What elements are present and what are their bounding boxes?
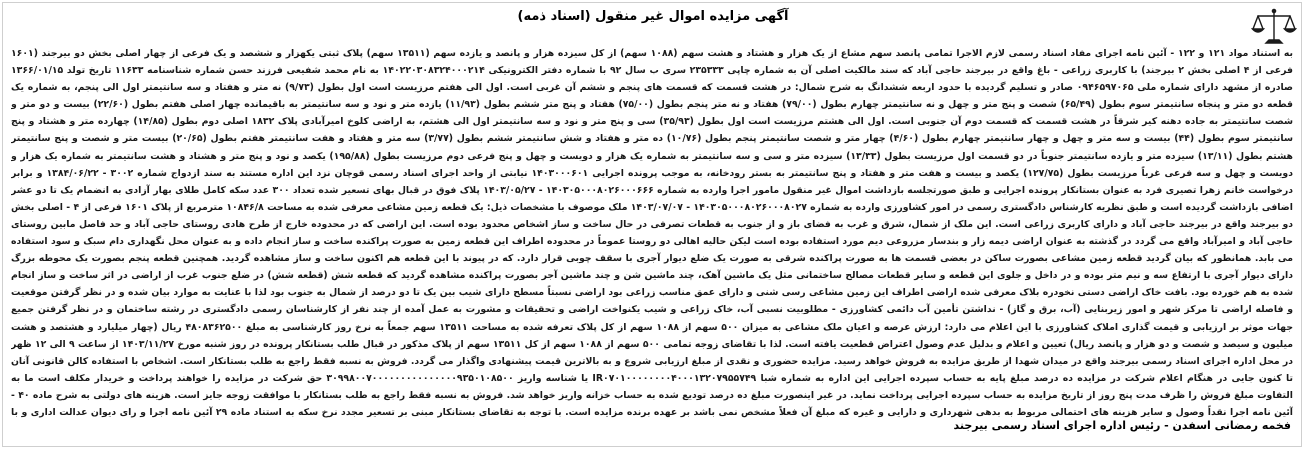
notice-body-text: به استناد مواد ۱۲۱ و ۱۲۲ - آئین نامه اجرای مفاد اسناد رسمی لازم الاجرا تمامی پانصد سهم مشاع از یک هزار و هشتاد و هشت سهم (۱۰۸۸ سهم) از کل سیزده هزار و پانصد و یازده سهم (۱۳۵۱۱ سهم) پلاک ثبتی یکهزار و ششصد و یک فرعی از چهار اصلی بخش دو بیرجند (۱۶۰۱ فرعی از ۴ اصلی بخش ۲ بیرجند) با کاربری زراعی - باغ واقع در بیرجند حاجی آباد که سند مالکیت اصلی آن به شماره چاپی ۲۳۵۳۳۳ سری ب سال ۹۲ با شماره دفتر الکترونیکی ۱۴۰۲۲۰۳۰۸۳۲۴۰۰۰۲۱۴ به نام محمد شفیعی فرزند حسن شماره شناسنامه ۱۱۶۳۳ تاریخ تولد ۱۳۶۶/۰۱/۱۵ صادره از مشهد دارای شماره ملی ۰۹۴۶۵۹۷۰۶۵ صادر و تسلیم گردیده با حدود اربعه ششدانگ به شرح شمال: در هشت قسمت که قسمت های پنجم و ششم آن غربی است. اول الی هفتم مرزیست است اول بطول (۹/۷۳) نه متر و هفتاد و سه سانتیمتر اول الی پنجم، به شماره یک قطعه دو متر و پنجاه سانتیمتر سوم بطول (۶۵/۴۹) شصت و پنج متر و چهل و نه سانتیمتر چهارم بطول (۷۹/۰۰) هفتاد و نه متر پنجم بطول (۷۵/۰۰) هفتاد و پنج متر ششم بطول (۱۱/۹۳) یازده متر و نود و سه سانتیمتر به باقیمانده چهار اصلی هفتم بطول (۲۲/۶۰) بیست و دو متر و شصت سانتیمتر به جاده دهنه کیر شرقاً در هشت قسمت که قسمت دوم آن جنوبی است. اول الی هشتم مرزیست است اول بطول (۳۵/۹۳) سی و پنج متر و نود و سه سانتیمتر اول الی هشتم، به اراضی کلوخ امیرآبادی پلاک ۱۸۳۲ اصلی دوم بطول (۱۴/۸۵) چهارده متر و هشتاد و پنج سانتیمتر سوم بطول (۴۴) بیست و سه متر و چهل و چهار سانتیمتر چهارم بطول (۴/۶۰) چهار متر و شصت سانتیمتر پنجم بطول (۱۰/۷۶) ده متر و هفتاد و شش سانتیمتر ششم بطول (۳/۷۷) سه متر و هفتاد و هفت سانتیمتر هفتم بطول (۲۰/۶۵) بیست متر و شصت و پنج سانتیمتر هشتم بطول (۱۳/۱۱) سیزده متر و یازده سانتیمتر جنوباً در دو قسمت اول مرزیست بطول (۱۳/۳۳) سیزده متر و سی و سه سانتیمتر به شماره یک هزار و دویست و چهل و پنج فرعی دوم مرزیست بطول (۱۹۵/۸۸) یکصد و نود و پنج متر و هشتاد و هشت سانتیمتر به شماره یک هزار و دویست و چهل و سه فرعی غرباً مرزیست بطول (۱۲۷/۷۵) یکصد و بیست و هفت متر و هفتاد و پنج سانتیمتر به بستر رودخانه، به موجب پرونده اجرایی ۱۴۰۳۰۰۰۶۰۱ نیابتی از واحد اجرای اسناد رسمی قوچان نزد این اداره مستند به سند ازدواج شماره ۳۰۰۲ - ۱۳۸۴/۰۶/۲۲ و برابر درخواست خانم زهرا تصیری فرد به عنوان بستانکار پرونده اجرایی و طبق صورتجلسه بازداشت اموال غیر منقول مامور اجرا وارده به شماره ۱۴۰۳۰۵۰۰۰۸۰۲۶۰۰۰۶۶۶ - ۱۴۰۳/۰۵/۲۷ پلاک فوق در قبال بهای تسعیر شده تعداد ۳۰۰ عدد سکه کامل طلای بهار آزادی به انضمام یک تا دو عشر اضافی بازداشت گردیده است و طبق نظریه کارشناس دادگستری رسمی در امور کشاورزی وارده به شماره ۱۴۰۳۰۵۰۰۰۸۰۲۶۰۰۰۸۰۲۷ - ۱۴۰۳/۰۷/۰۷ ملک موصوف با مشخصات ذیل: یک قطعه زمین مشاعی معرفی شده به مساحت ۱۰۸۴۶/۸ مترمربع از پلاک ۱۶۰۱ فرعی از ۴ - اصلی بخش دو بیرجند واقع در بیرجند حاجی آباد و دارای کاربری زراعی است. این ملک از شمال، شرق و غرب به فضای باز و از جنوب به قطعات تصرفی در حال ساخت و ساز اشخاص محدود بوده است. این اراضی که در محدوده خارج از طرح هادی روستای حاجی آباد و حد فاصل مابین روستای حاجی آباد و امیرآباد واقع می گردد در گذشته به عنوان اراضی دیمه زار و بندسار مزروعی دیم مورد استفاده بوده است لیکن حالیه اهالی دو روستا عموماً در محدوده اطراف این قطعه زمین به صورت پراکنده ساخت و ساز انجام داده و به عنوان محل نگهداری دام سبک و سود استفاده می بابد. همانطور که بیان گردید قطعه زمین مشاعی بصورت ساکن در بعضی قسمت ها به صورت پراکنده شرقی به صورت یک ضلع دیوار آجری با سقف چوبی قرار دارد. که در پیوند با این قطعه هم اکنون ساخت و ساز مشاهده گردید. همچنین قطعه پنجم بصورت یک محوطه بزرگ دارای دیوار آجری با ارتفاع سه و نیم متر بوده و در داخل و جلوی این قطعه و سایر قطعات مصالح ساختمانی مثل یک ماشین آهک، چند ماشین شن و چند ماشین آجر بصورت پراکنده مشاهده گردید که قطعه شش (قطعه شش) در ضلع جنوب غرب از اراضی در اثر ساخت و ساز انجام شده به هم خورده بود. بافت خاک اراضی دستی نخودره بلاک معرفی شده اراضی اطراف این زمین مشاعی رسی شنی و دارای عمق مناسب زراعی بود اراضی نسبتاً مسطح دارای شیب بین یک تا دو درصد از شمال به جنوب بود لذا با عنایت به موارد بیان شده و در نظر گرفتن موقعیت و فاصله اراضی تا مرکز شهر و امور زیربنایی (آب، برق و گاز) - نداشتن تأمین آب دائمی کشاورزی - مطلوبیت نسبی آب، خاک زراعی و شیب یکنواخت اراضی و تحقیقات و مشورت به عمل آمده از چند نفر از کارشناسان رسمی دادگستری در رشته ساختمان و در نظر گرفتن جمیع جهات موثر بر ارزیابی و قیمت گذاری املاک کشاورزی با این اعلام می دارد: ارزش عرصه و اعیان ملک مشاعی به میزان ۵۰۰ سهم از ۱۰۸۸ سهم از کل پلاک تعرفه شده به مساحت ۱۳۵۱۱ سهم جمعاً به نرخ روز کارشناسی به مبلغ ۴۸۰۸۳۶۲۵۰۰ ریال (چهار میلیارد و هشتصد و هشت میلیون و سیصد و شصت و دو هزار و پانصد ریال) تعیین و اعلام و بدلیل عدم وصول اعتراض قطعیت یافته است. لذا با تقاضای زوجه تمامی ۵۰۰ سهم از ۱۰۸۸ سهم از کل ۱۳۵۱۱ سهم از پلاک مذکور در قبال طلب بستانکار پرونده در روز شنبه مورخ ۱۴۰۳/۱۱/۲۷ از ساعت ۹ الی ۱۲ ظهر در محل اداره اجرای اسناد رسمی بیرجند واقع در میدان شهدا از طریق مزایده به فروش خواهد رسید. مزایده حضوری و نقدی از مبلغ ارزیابی شروع و به بالاترین قیمت پیشنهادی واگذار می گردد. فروش به نسبه فقط راجع به طلب بستانکار است. اشخاص با استفاده کالن قانونی آنان تا کنون جایی در هنگام اعلام شرکت در مزایده ده درصد مبلغ پایه به حساب سپرده اجرایی این اداره به شماره شبا IR۰۷۰۱۰۰۰۰۰۰۰۰۴۰۰۰۱۳۲۰۷۹۵۵۷۴۹ یا شناسه واریز ۳۰۹۹۸۰۰۷۰۰۰۰۰۰۰۰۰۰۰۰۰۰۰۹۳۵۰۱۰۸۵۰۰ حق شرکت در مزایده را خواهند پرداخت و خریدار مکلف است ما به التفاوت مبلغ فروش را ظرف مدت پنج روز از تاریخ مزایده به حساب سپرده اجرایی پرداخت نماید. در غیر اینصورت مبلغ ده درصد تودیع شده به حساب خزانه واریز خواهد شد. فروش به نسبه فقط راجع به طلب بستانکار با موافقت زوجه جایز است. هزینه های دولتی به شرح ماده ۴۰ - آئین نامه اجرا نقداً وصول و سایر هزینه های احتمالی مربوط به بدهی شهرداری و دارایی و غیره که مبلغ آن فعلاً مشخص نمی باشد بر عهده برنده مزایده است. با توجه به تقاضای بستانکار مبنی بر تسعیر مجدد نرخ سکه به استناد ماده ۲۹ آئین نامه اجرا و رای دیوان عدالت اداری و با bbox=[11, 48, 1293, 418]
scales-of-justice-icon bbox=[1251, 7, 1297, 47]
notice-page bbox=[2, 2, 1302, 447]
notice-header bbox=[3, 3, 1302, 49]
notice-title: آگهی مزایده اموال غیر منقول (اسناد ذمه) bbox=[517, 9, 789, 24]
notice-signature: فخمه رمضانی اسفدن - رئیس اداره اجرای اسناد رسمی بیرجند bbox=[953, 419, 1291, 432]
